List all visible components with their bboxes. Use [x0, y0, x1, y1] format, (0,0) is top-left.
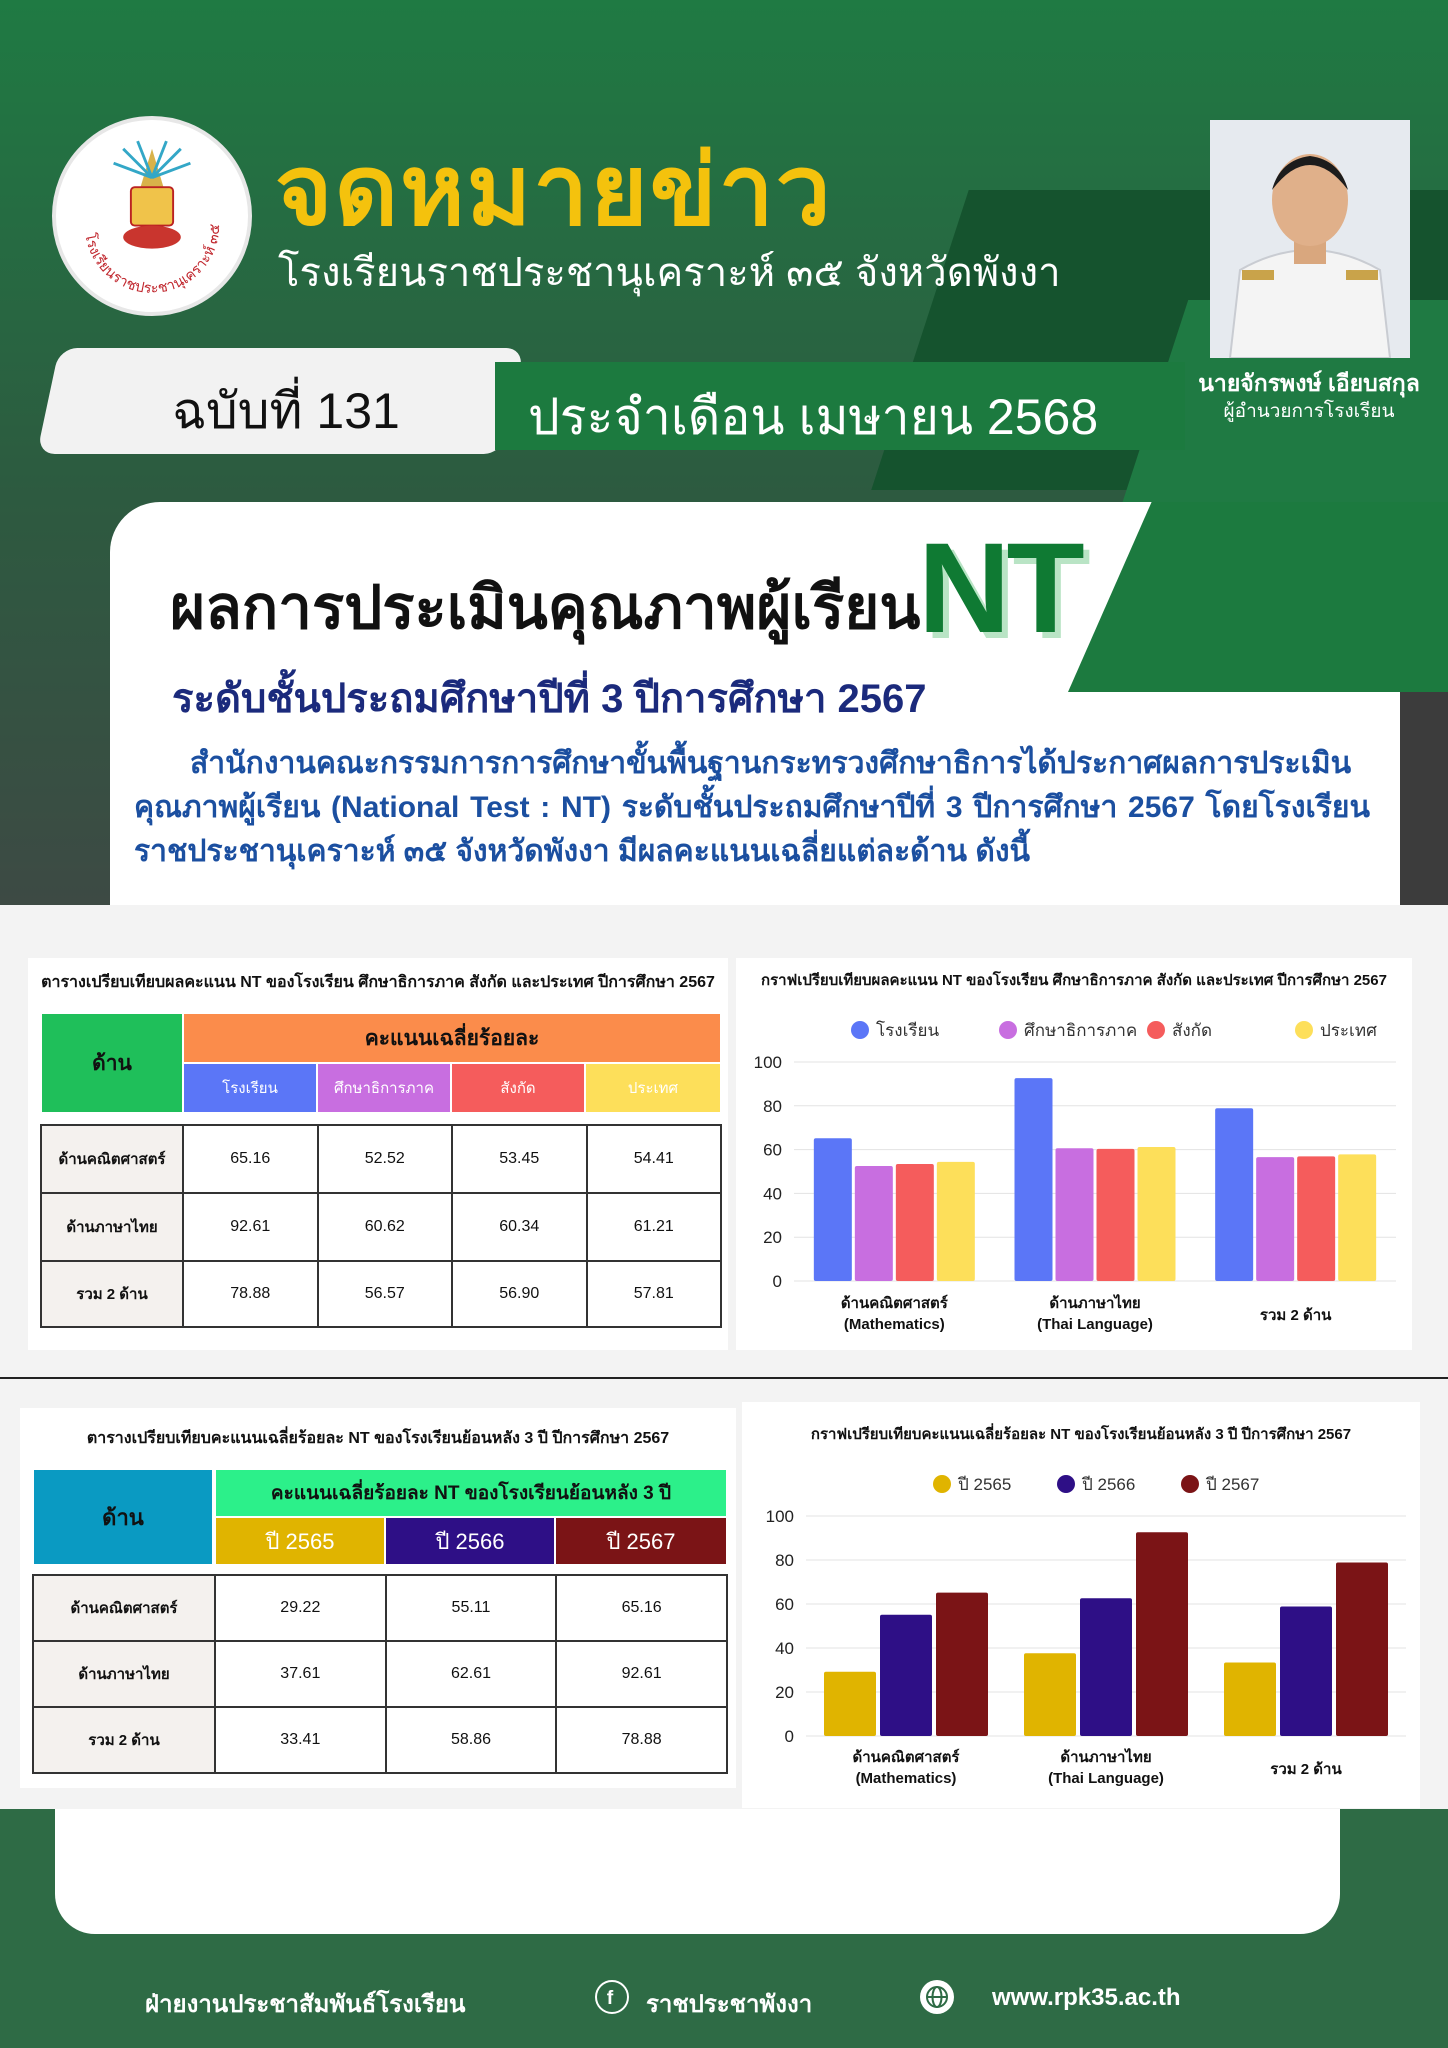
table-cell: 57.81 — [587, 1261, 722, 1327]
table-cell: 65.16 — [556, 1575, 727, 1641]
table-cell: 92.61 — [183, 1193, 318, 1261]
chart1 — [736, 958, 1412, 1350]
x-tick-label: ด้านคณิตศาสตร์ — [852, 1749, 960, 1766]
y-tick-label: 20 — [775, 1683, 794, 1702]
logo-lettering: โรงเรียนราชประชานุเคราะห์ ๓๕ — [81, 223, 224, 297]
bar — [1256, 1157, 1294, 1281]
legend-marker — [1295, 1021, 1313, 1039]
row-label: ด้านภาษาไทย — [33, 1641, 215, 1707]
table1 — [40, 1124, 722, 1328]
facebook-icon[interactable] — [595, 1980, 629, 2014]
table2-group-header: คะแนนเฉลี่ยร้อยละ NT ของโรงเรียนย้อนหลัง 3 ปี — [216, 1470, 726, 1516]
y-tick-label: 60 — [763, 1140, 782, 1160]
legend-marker — [1181, 1475, 1199, 1493]
row-label: รวม 2 ด้าน — [33, 1707, 215, 1773]
director-name: นายจักรพงษ์ เอียบสกุล — [1198, 370, 1420, 396]
table2-title: ตารางเปรียบเทียบคะแนนเฉลี่ยร้อยละ NT ของโรงเรียนย้อนหลัง 3 ปี ปีการศึกษา 2567 — [86, 1430, 670, 1447]
table-cell: 56.57 — [318, 1261, 453, 1327]
table2 — [32, 1574, 728, 1774]
bar — [855, 1166, 893, 1281]
table-cell: 78.88 — [556, 1707, 727, 1773]
globe-icon[interactable] — [920, 1980, 954, 2014]
director-photo — [1210, 120, 1410, 358]
x-tick-label: ด้านคณิตศาสตร์ — [840, 1295, 948, 1312]
table1-col-header: ประเทศ — [586, 1064, 720, 1112]
table1-col-header: สังกัด — [452, 1064, 584, 1112]
bar — [880, 1615, 932, 1736]
x-tick-label: (Mathematics) — [843, 1316, 945, 1333]
table1-group-header: คะแนนเฉลี่ยร้อยละ — [184, 1014, 720, 1062]
table-cell: 53.45 — [452, 1125, 587, 1193]
table-row — [41, 1193, 721, 1261]
bar — [1136, 1532, 1188, 1736]
table2-col-header: ปี 2567 — [556, 1518, 726, 1564]
legend-marker — [1057, 1475, 1075, 1493]
svg-text:f: f — [606, 1987, 614, 2010]
issue-month: ประจำเดือน เมษายน 2568 — [528, 389, 1099, 445]
legend-label: ปี 2565 — [958, 1475, 1012, 1494]
row-label: ด้านคณิตศาสตร์ — [33, 1575, 215, 1641]
y-tick-label: 60 — [775, 1595, 794, 1614]
chart2 — [742, 1402, 1420, 1808]
y-tick-label: 100 — [753, 1053, 782, 1072]
intro-paragraph — [134, 742, 1370, 874]
bottom-panel — [55, 1809, 1340, 1934]
table1-col-header: โรงเรียน — [184, 1064, 316, 1112]
issue-number: ฉบับที่ 131 — [172, 383, 400, 439]
facebook-page-link[interactable]: ราชประชาพังงา — [646, 1991, 813, 2018]
table-row — [33, 1707, 727, 1773]
table1-card — [28, 958, 728, 1350]
chart2-card — [742, 1402, 1420, 1808]
grade-level: ระดับชั้นประถมศึกษาปีที่ 3 ปีการศึกษา 2567 — [172, 677, 927, 721]
table-cell: 60.62 — [318, 1193, 453, 1261]
legend-marker — [999, 1021, 1017, 1039]
y-tick-label: 80 — [775, 1551, 794, 1570]
headline: ผลการประเมินคุณภาพผู้เรียน — [170, 574, 921, 641]
table-row — [41, 1125, 721, 1193]
website-link[interactable]: www.rpk35.ac.th — [992, 1984, 1181, 2011]
table-cell: 92.61 — [556, 1641, 727, 1707]
bar — [814, 1138, 852, 1281]
table-cell: 56.90 — [452, 1261, 587, 1327]
legend-marker — [851, 1021, 869, 1039]
chart1-card — [736, 958, 1412, 1350]
table-cell: 60.34 — [452, 1193, 587, 1261]
director-role: ผู้อำนวยการโรงเรียน — [1223, 401, 1395, 422]
bar — [1138, 1147, 1176, 1281]
newsletter-title: จดหมายข่าว — [275, 135, 833, 245]
bar — [1336, 1562, 1388, 1736]
table-cell: 29.22 — [215, 1575, 386, 1641]
legend-label: สังกัด — [1172, 1021, 1213, 1040]
x-tick-label: รวม 2 ด้าน — [1270, 1761, 1342, 1778]
bar — [1097, 1149, 1135, 1281]
bar — [1024, 1653, 1076, 1736]
legend-label: โรงเรียน — [876, 1021, 940, 1040]
bar — [1015, 1078, 1053, 1281]
table2-card — [20, 1408, 736, 1788]
table1-corner: ด้าน — [42, 1014, 182, 1112]
nt-badge: NT — [918, 517, 1081, 660]
table-cell: 65.16 — [183, 1125, 318, 1193]
table-cell: 33.41 — [215, 1707, 386, 1773]
row-label: ด้านภาษาไทย — [41, 1193, 183, 1261]
table1-col-header: ศึกษาธิการภาค — [318, 1064, 450, 1112]
table2-col-header: ปี 2566 — [386, 1518, 554, 1564]
school-logo — [52, 116, 252, 316]
legend-label: ปี 2566 — [1082, 1475, 1136, 1494]
x-tick-label: (Thai Language) — [1048, 1770, 1164, 1787]
table-row — [41, 1261, 721, 1327]
chart-title: กราฟเปรียบเทียบผลคะแนน NT ของโรงเรียน ศึกษาธิการภาค สังกัด และประเทศ ปีการศึกษา 2567 — [761, 972, 1387, 989]
y-tick-label: 0 — [784, 1727, 794, 1746]
table-cell: 58.86 — [386, 1707, 557, 1773]
y-tick-label: 40 — [775, 1639, 794, 1658]
table-cell: 78.88 — [183, 1261, 318, 1327]
legend-label: ศึกษาธิการภาค — [1024, 1021, 1138, 1040]
bar — [1280, 1607, 1332, 1736]
table-cell: 37.61 — [215, 1641, 386, 1707]
y-tick-label: 40 — [763, 1184, 782, 1204]
bar — [1056, 1148, 1094, 1281]
table-cell: 54.41 — [587, 1125, 722, 1193]
table-cell: 61.21 — [587, 1193, 722, 1261]
y-tick-label: 0 — [772, 1272, 782, 1291]
school-name: โรงเรียนราชประชานุเคราะห์ ๓๕ จังหวัดพังงา — [278, 251, 1061, 295]
bar — [936, 1593, 988, 1736]
legend-marker — [1147, 1021, 1165, 1039]
footer-department: ฝ่ายงานประชาสัมพันธ์โรงเรียน — [145, 1991, 466, 2018]
x-tick-label: (Thai Language) — [1037, 1316, 1153, 1333]
row-label: ด้านคณิตศาสตร์ — [41, 1125, 183, 1193]
legend-label: ปี 2567 — [1206, 1475, 1260, 1494]
table2-col-header: ปี 2565 — [216, 1518, 384, 1564]
bar — [824, 1672, 876, 1736]
table-cell: 55.11 — [386, 1575, 557, 1641]
legend-marker — [933, 1475, 951, 1493]
x-tick-label: รวม 2 ด้าน — [1259, 1307, 1332, 1324]
row-label: รวม 2 ด้าน — [41, 1261, 183, 1327]
x-tick-label: ด้านภาษาไทย — [1060, 1749, 1152, 1766]
bar — [1338, 1154, 1376, 1281]
table-cell: 52.52 — [318, 1125, 453, 1193]
intro-text: สำนักงานคณะกรรมการการศึกษาขั้นพื้นฐานกระทรวงศึกษาธิการได้ประกาศผลการประเมินคุณภาพผู้เรียน (National Test : NT) ระดับชั้นประถมศึกษาปีที่ 3 ปีการศึกษา 2567 โดยโรงเรียนราชประชานุเคราะห์ ๓๕ จังหวัดพังงา มีผลคะแนนเฉลี่ยแต่ละด้าน ดังนี้ — [134, 747, 1370, 868]
bar — [937, 1162, 975, 1281]
legend-label: ประเทศ — [1320, 1021, 1377, 1040]
table2-corner: ด้าน — [34, 1470, 212, 1564]
bar — [1080, 1598, 1132, 1736]
x-tick-label: (Mathematics) — [855, 1770, 957, 1787]
table-row — [33, 1641, 727, 1707]
bar — [896, 1164, 934, 1281]
table1-title: ตารางเปรียบเทียบผลคะแนน NT ของโรงเรียน ศึกษาธิการภาค สังกัด และประเทศ ปีการศึกษา 2567 — [41, 974, 715, 991]
y-tick-label: 20 — [763, 1228, 782, 1248]
chart-title: กราฟเปรียบเทียบคะแนนเฉลี่ยร้อยละ NT ของโรงเรียนย้อนหลัง 3 ปี ปีการศึกษา 2567 — [810, 1426, 1352, 1443]
y-tick-label: 100 — [765, 1507, 794, 1526]
table-row — [33, 1575, 727, 1641]
table-cell: 62.61 — [386, 1641, 557, 1707]
bar — [1215, 1108, 1253, 1281]
x-tick-label: ด้านภาษาไทย — [1049, 1295, 1141, 1312]
bar — [1297, 1156, 1335, 1281]
y-tick-label: 80 — [763, 1096, 782, 1116]
bar — [1224, 1662, 1276, 1736]
